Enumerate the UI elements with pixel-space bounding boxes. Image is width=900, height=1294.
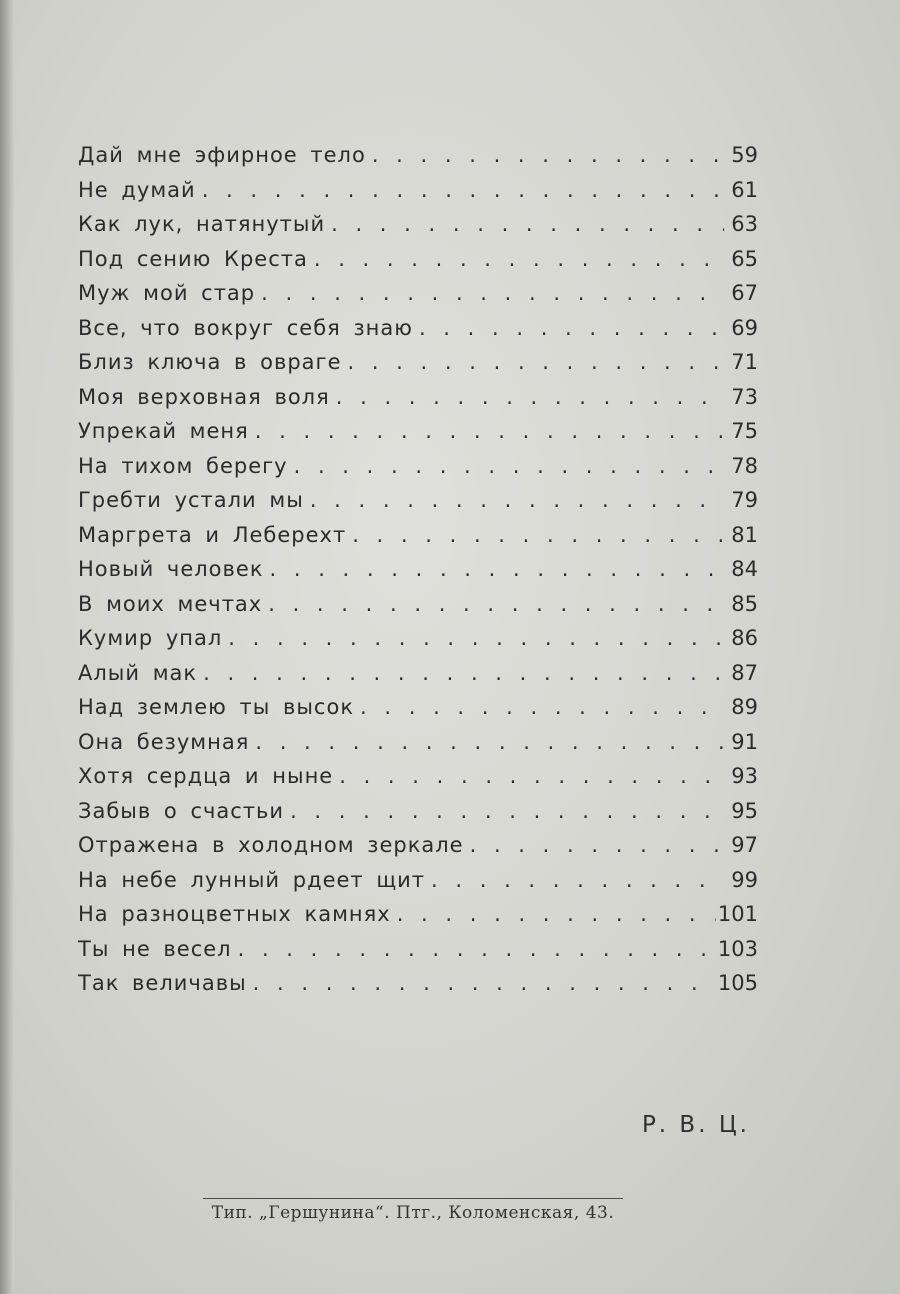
toc-entry: [78, 143, 758, 178]
toc-dot-leader: [397, 902, 716, 926]
toc-entry-page-number: 67: [731, 281, 758, 305]
toc-entry-page-number: 69: [731, 315, 758, 340]
toc-entry: [78, 764, 758, 799]
toc-entry: [78, 695, 758, 730]
toc-entry-page-number: 91: [731, 729, 758, 754]
toc-dot-leader: [339, 764, 724, 788]
toc-entry: [78, 523, 758, 558]
toc-entry-page-number: 71: [731, 350, 758, 374]
toc-dot-leader: [261, 281, 724, 305]
toc-entry: [78, 557, 758, 592]
toc-entry-title: Кумир упал: [78, 626, 223, 650]
toc-dot-leader: [431, 868, 724, 892]
toc-dot-leader: [255, 419, 724, 443]
toc-entry-title: Как лук, натянутый: [78, 212, 326, 236]
toc-entry-title: Хотя сердца и ныне: [78, 764, 334, 788]
page-edge-shadow: [0, 0, 14, 1294]
toc-entry-title: Не думай: [78, 177, 196, 202]
toc-entry: [78, 626, 758, 661]
toc-entry-title: Она безумная: [78, 729, 250, 754]
toc-entry-page-number: 79: [731, 488, 758, 512]
toc-entry-page-number: 75: [731, 419, 758, 443]
toc-dot-leader: [270, 557, 725, 581]
toc-entry-page-number: 61: [731, 177, 758, 202]
printer-imprint: Тип. „Гершунина“. Птг., Коломенская, 43.: [211, 1203, 615, 1223]
toc-entry-title: Упрекай меня: [78, 419, 249, 443]
toc-entry-page-number: 89: [731, 695, 758, 719]
toc-entry-title: Маргрета и Леберехт: [78, 522, 347, 547]
toc-entry-title: Так величавы: [78, 971, 247, 995]
toc-entry-page-number: 86: [731, 626, 758, 650]
toc-entry: [78, 937, 758, 972]
toc-dot-leader: [253, 971, 716, 995]
toc-dot-leader: [255, 730, 724, 754]
toc-entry-title: В моих мечтах: [78, 591, 263, 616]
toc-entry-page-number: 87: [731, 660, 758, 685]
toc-entry-title: На небе лунный рдеет щит: [78, 867, 426, 892]
toc-entry-title: Забыв о счастьи: [78, 798, 285, 823]
toc-entry: [78, 247, 758, 282]
toc-entry-page-number: 99: [731, 867, 758, 892]
toc-entry-page-number: 63: [731, 212, 758, 236]
toc-entry: [78, 902, 758, 937]
toc-entry-page-number: 93: [731, 764, 758, 788]
toc-dot-leader: [202, 178, 724, 202]
toc-entry: [78, 799, 758, 834]
toc-entry: [78, 833, 758, 868]
toc-dot-leader: [331, 212, 724, 236]
toc-entry: [78, 661, 758, 696]
toc-entry-page-number: 73: [731, 384, 758, 409]
toc-entry-page-number: 103: [717, 936, 758, 961]
toc-dot-leader: [347, 350, 724, 374]
toc-dot-leader: [294, 454, 724, 478]
imprint-divider: [203, 1198, 623, 1199]
toc-entry: [78, 592, 758, 627]
toc-entry-title: Над землею ты высок: [78, 695, 355, 719]
toc-entry-title: Моя верховная воля: [78, 384, 330, 409]
toc-entry: [78, 281, 758, 316]
toc-dot-leader: [268, 592, 724, 616]
toc-dot-leader: [238, 937, 716, 961]
toc-entry-title: Ты не весел: [78, 936, 232, 961]
toc-entry: [78, 868, 758, 903]
toc-dot-leader: [360, 695, 724, 719]
toc-entry: [78, 419, 758, 454]
toc-dot-leader: [228, 626, 724, 650]
toc-entry-title: Дай мне эфирное тело: [78, 143, 366, 167]
toc-entry-page-number: 97: [731, 833, 758, 857]
toc-entry-page-number: 85: [731, 591, 758, 616]
publisher-mark: Р. В. Ц.: [641, 1112, 750, 1138]
toc-entry: [78, 178, 758, 213]
toc-dot-leader: [203, 661, 724, 685]
toc-entry-title: Отражена в холодном зеркале: [78, 833, 464, 857]
toc-entry-page-number: 84: [731, 557, 758, 581]
toc-entry: [78, 454, 758, 489]
toc-entry-title: На разноцветных камнях: [78, 902, 391, 926]
toc-entry-title: Алый мак: [78, 660, 198, 685]
toc-entry-page-number: 101: [717, 902, 758, 926]
toc-dot-leader: [372, 143, 724, 167]
toc-entry-title: Близ ключа в овраге: [78, 350, 342, 374]
toc-entry: [78, 488, 758, 523]
toc-entry: [78, 971, 758, 1006]
toc-entry-page-number: 105: [717, 971, 758, 995]
toc-entry-page-number: 59: [731, 143, 758, 167]
toc-dot-leader: [336, 385, 724, 409]
toc-entry-title: Гребти устали мы: [78, 488, 304, 512]
toc-entry: [78, 316, 758, 351]
toc-entry-page-number: 78: [731, 453, 758, 478]
toc-entry: [78, 350, 758, 385]
toc-entry-title: Муж мой стар: [78, 281, 256, 305]
toc-entry-page-number: 81: [731, 522, 758, 547]
toc-entry-page-number: 65: [731, 246, 758, 271]
table-of-contents: [78, 143, 758, 1006]
toc-entry-title: Под сению Креста: [78, 246, 308, 271]
toc-dot-leader: [352, 523, 724, 547]
toc-entry-title: Все, что вокруг себя знаю: [78, 315, 413, 340]
toc-entry: [78, 212, 758, 247]
toc-dot-leader: [290, 799, 724, 823]
toc-dot-leader: [314, 247, 724, 271]
toc-entry-title: Новый человек: [78, 557, 264, 581]
toc-entry-title: На тихом берегу: [78, 453, 288, 478]
toc-entry: [78, 730, 758, 765]
toc-dot-leader: [310, 488, 724, 512]
toc-dot-leader: [419, 316, 724, 340]
toc-entry-page-number: 95: [731, 798, 758, 823]
toc-dot-leader: [470, 833, 724, 857]
toc-entry: [78, 385, 758, 420]
